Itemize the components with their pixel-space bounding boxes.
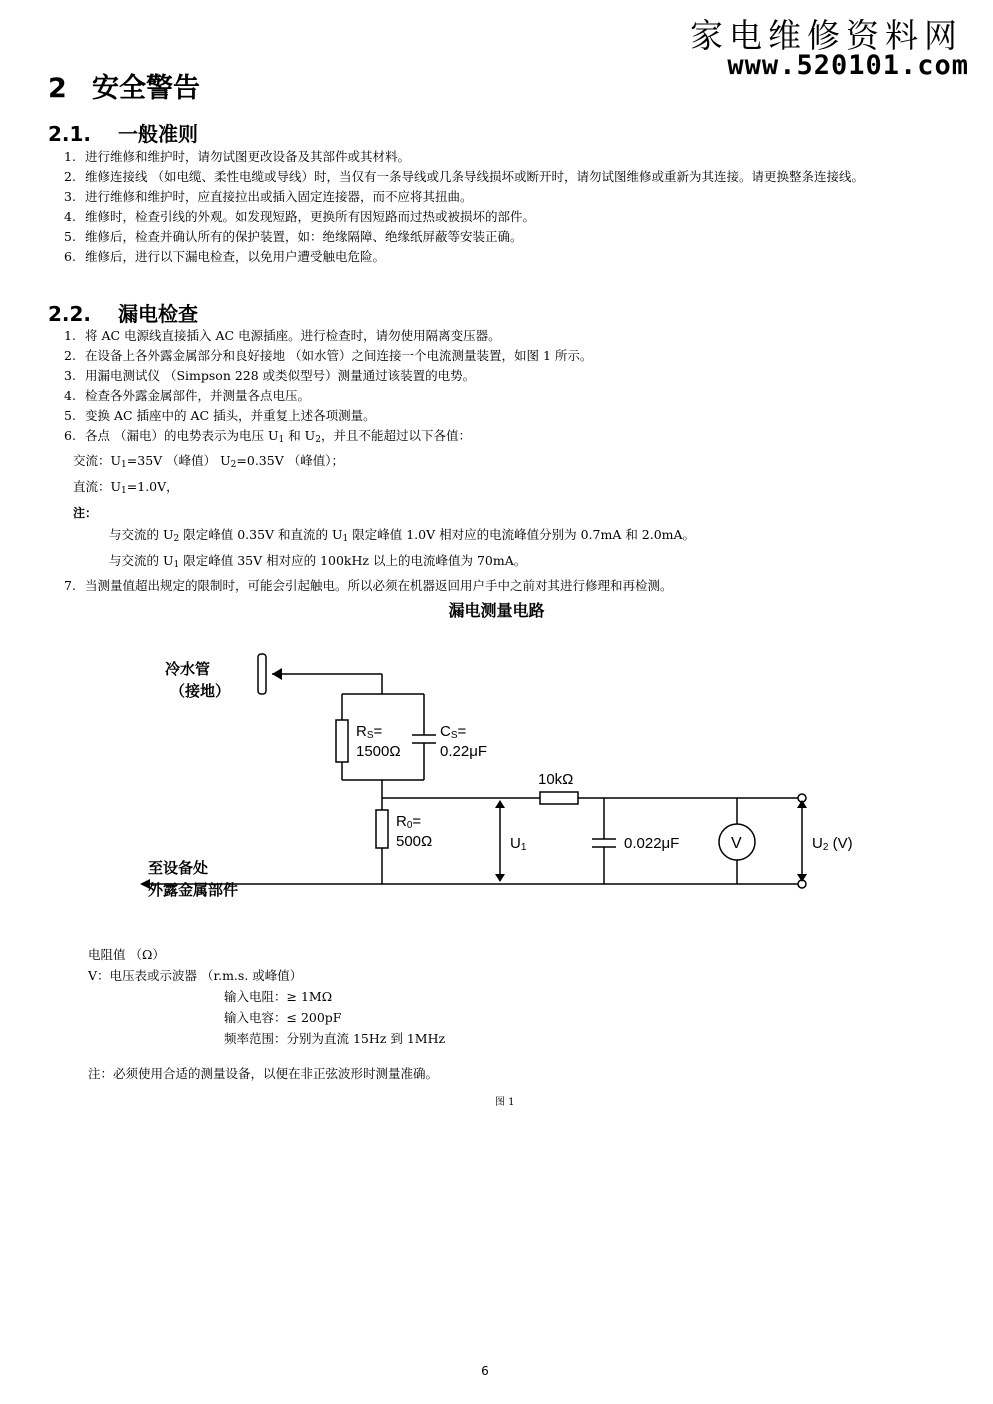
figure-caption: 图 1 (495, 1097, 515, 1108)
list-item: 7. 当测量值超出规定的限制时，可能会引起触电。所以必须在机器返回用户手中之前对其进行修理和再检测。 (64, 578, 673, 593)
list-item: 1. 进行维修和维护时，请勿试图更改设备及其部件或其材料。 (64, 149, 411, 164)
r0-value: 500Ω (396, 833, 433, 850)
list-item: 4. 检查各外露金属部件，并测量各点电压。 (64, 388, 311, 403)
cs-value: 0.22μF (440, 743, 487, 760)
ac-limits: 交流：$U_1=35V$ （峰值） $U_2=0.35V$ （峰值）； (73, 453, 344, 470)
list-item: 3. 用漏电测试仪 （Simpson 228 或类似型号）测量通过该装置的电势。 (64, 368, 476, 383)
u1-label: U1 (510, 835, 527, 853)
watermark-title: 家电维修资料网 (690, 16, 963, 55)
list-item: 1. 将 AC 电源线直接插入 AC 电源插座。进行检查时，请勿使用隔离变压器。 (64, 328, 501, 343)
cold-pipe-label-2: （接地） (170, 682, 231, 700)
legend-line: 输入电容：≤ 200pF (224, 1010, 342, 1025)
rs-value: 1500Ω (356, 743, 401, 760)
section-number: 2 (48, 73, 67, 104)
legend-line: 输入电阻：≥ 1MΩ (224, 989, 333, 1004)
note-line-2: 与交流的 $U_1$ 限定峰值 35V 相对应的 100kHz 以上的电流峰值为 70mA。 (109, 553, 527, 570)
legend-line: V：电压表或示波器 （r.m.s. 或峰值） (88, 968, 303, 983)
rs-resistor-symbol (336, 720, 348, 762)
meter-label: V (731, 835, 742, 852)
rs-label: RS= (356, 723, 383, 741)
figure-legend (88, 944, 445, 1084)
leak-list (0, 326, 990, 596)
general-heading (48, 118, 198, 147)
u2-label: U2 (V) (812, 835, 853, 853)
dc-limits: 直流：$U_1=1.0V$， (73, 479, 179, 496)
metal-label-2: 外露金属部件 (148, 881, 239, 899)
list-item: 5. 变换 AC 插座中的 AC 插头，并重复上述各项测量。 (64, 408, 376, 423)
list-item: 6. 维修后，进行以下漏电检查，以免用户遭受触电危险。 (64, 249, 386, 264)
figure-title: 漏电测量电路 (448, 601, 545, 620)
list-item: 2. 维修连接线 （如电缆、柔性电缆或导线）时，当仅有一条导线或几条导线损坏或断开时，请勿试图维修或重新为其连接。请更换整条连接线。 (64, 169, 864, 184)
page-number: 6 (481, 1364, 489, 1378)
watermark-url: www.520101.com (727, 50, 969, 81)
leakage-circuit-diagram (0, 640, 993, 910)
list-item: 6. 各点 （漏电）的电势表示为电压 $U_1$ 和 $U_2$，并且不能超过以下各值： 交流：$U_1=35V$ （峰值） $U_2=0.35V$ （峰值）； 直流：$U_1=1.0V$， 注： 与交流的 $U_2$ 限定峰值 0.35V 和直流的 $U_1$ 限定峰值 1.0V 相对应的电流峰值分别为 0.7mA 和 2.0mA。 与交流的 $U_1$ 限定峰值 35V 相对应的 100kHz 以上的电流峰值为 70mA。 (0, 426, 990, 576)
legend-line: 频率范围：分别为直流 15Hz 到 1MHz (224, 1031, 446, 1046)
leak-number: 2.2. (48, 302, 92, 326)
note-label: 注： (73, 506, 98, 520)
list-item: 3. 进行维修和维护时，应直接拉出或插入固定连接器，而不应将其扭曲。 (64, 189, 473, 204)
note-line-1: 与交流的 $U_2$ 限定峰值 0.35V 和直流的 $U_1$ 限定峰值 1.0V 相对应的电流峰值分别为 0.7mA 和 2.0mA。 (109, 527, 696, 544)
list-item: 4. 维修时，检查引线的外观。如发现短路，更换所有因短路而过热或被损坏的部件。 (64, 209, 536, 224)
legend-note: 注：必须使用合适的测量设备，以便在非正弦波形时测量准确。 (88, 1066, 439, 1081)
cap2-label: 0.022μF (624, 835, 680, 852)
cs-label: CS= (440, 723, 467, 741)
leak-heading (48, 298, 198, 327)
cold-pipe-label-1: 冷水管 (165, 660, 211, 678)
list-item: 2. 在设备上各外露金属部分和良好接地 （如水管）之间连接一个电流测量装置，如图 1 所示。 (64, 348, 593, 363)
10k-resistor-symbol (540, 792, 578, 804)
list-item: 5. 维修后，检查并确认所有的保护装置，如：绝缘隔障、绝缘纸屏蔽等安装正确。 (64, 229, 523, 244)
r0-resistor-symbol (376, 810, 388, 848)
r10k-label: 10kΩ (538, 771, 574, 788)
general-title: 一般准则 (118, 122, 198, 146)
cold-pipe-symbol (258, 654, 266, 694)
legend-line: 电阻值 （Ω） (88, 947, 165, 962)
leak-title: 漏电检查 (118, 302, 198, 326)
r0-label: R0= (396, 813, 422, 831)
metal-label-1: 至设备处 (148, 859, 209, 877)
section-title: 安全警告 (92, 73, 200, 104)
general-list (0, 147, 990, 267)
general-number: 2.1. (48, 122, 92, 146)
section-heading (48, 66, 200, 105)
